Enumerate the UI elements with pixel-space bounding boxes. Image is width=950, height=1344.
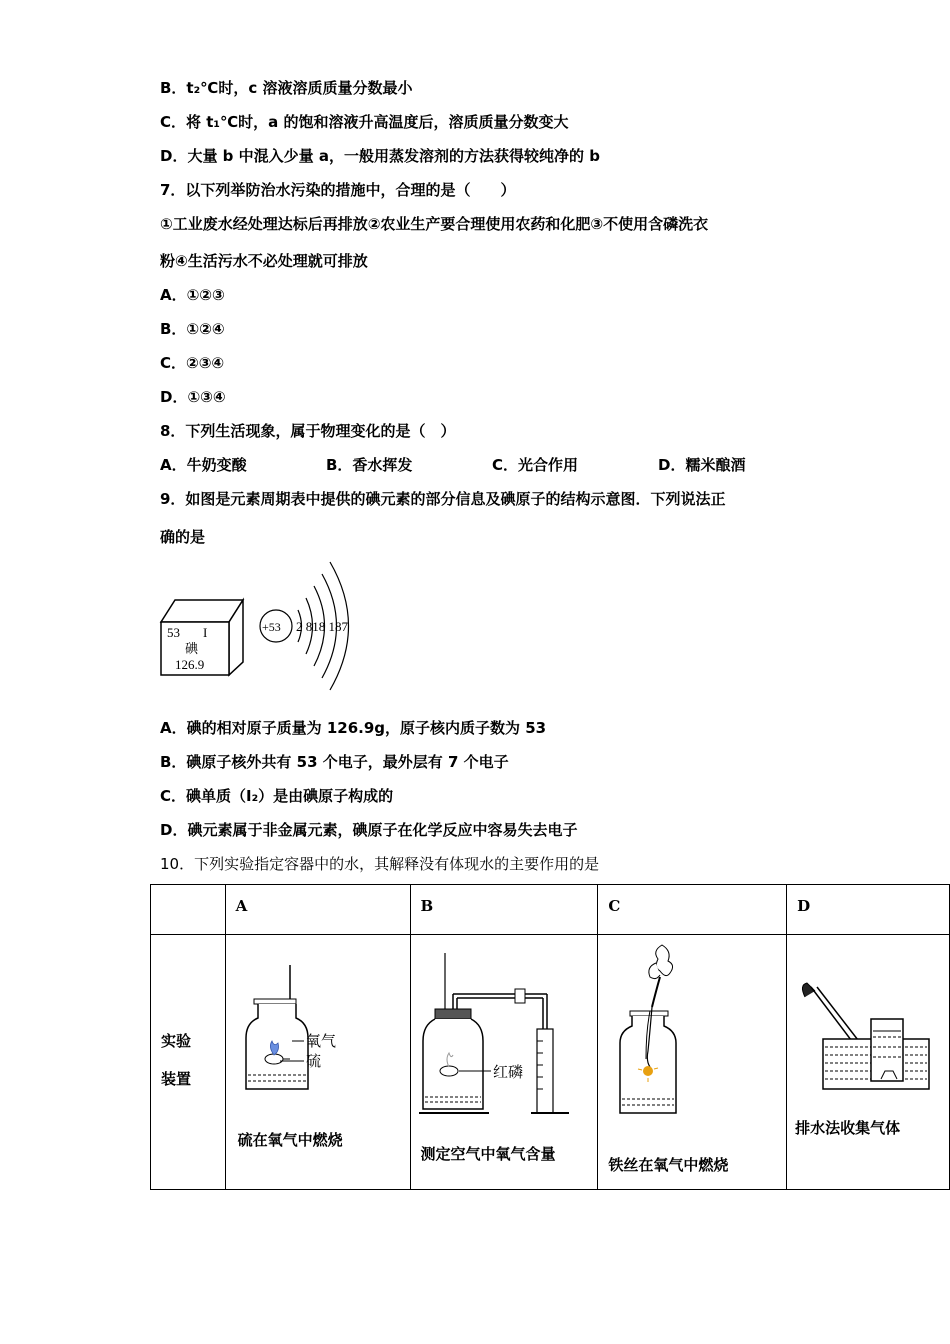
row-label-2: 装置 <box>161 1070 192 1088</box>
q8-option-d: D．糯米酿酒 <box>658 456 746 474</box>
q9-option-a: A．碘的相对原子质量为 126.9g，原子核内质子数为 53 <box>160 719 547 737</box>
element-mass: 126.9 <box>175 657 205 672</box>
row-label-1: 实验 <box>161 1032 192 1050</box>
q6-option-d: D．大量 b 中混入少量 a，一般用蒸发溶剂的方法获得较纯净的 b <box>160 147 600 165</box>
element-number: 53 <box>167 625 180 640</box>
label-oxygen: 氧气 <box>305 1032 336 1050</box>
q7-option-d: D．①③④ <box>160 388 226 406</box>
water-displacement-figure <box>793 981 943 1096</box>
q7-option-c: C．②③④ <box>160 354 225 372</box>
element-symbol: I <box>203 625 208 640</box>
caption-a: 硫在氧气中燃烧 <box>237 1131 343 1149</box>
caption-d: 排水法收集气体 <box>795 1119 901 1137</box>
q7-desc-2: 粉④生活污水不必处理就可排放 <box>160 252 368 270</box>
header-b: B <box>410 885 598 935</box>
caption-c: 铁丝在氧气中燃烧 <box>608 1156 729 1174</box>
header-c: C <box>598 885 787 935</box>
q8-options <box>160 455 745 475</box>
q8-option-b: B．香水挥发 <box>326 456 413 474</box>
q8-option-a: A．牛奶变酸 <box>160 456 247 474</box>
q7-stem: 7．以下列举防治水污染的措施中，合理的是（ ） <box>160 181 516 199</box>
header-d: D <box>787 885 950 935</box>
element-name: 碘 <box>185 642 199 657</box>
q6-option-c: C．将 t₁℃时，a 的饱和溶液升高温度后，溶质质量分数变大 <box>160 113 569 131</box>
caption-b: 测定空气中氧气含量 <box>420 1145 556 1163</box>
cell-b <box>410 935 598 1190</box>
label-red-phosphorus: 红磷 <box>492 1063 523 1081</box>
q7-option-a: A．①②③ <box>160 286 225 304</box>
iodine-figure <box>155 552 385 697</box>
cell-a <box>225 935 410 1190</box>
atom-shells: 2 818 187 <box>296 619 348 634</box>
q10-stem: 10．下列实验指定容器中的水，其解释没有体现水的主要作用的是 <box>160 855 600 873</box>
header-blank <box>151 885 226 935</box>
label-sulfur: 硫 <box>305 1052 321 1070</box>
q9-option-b: B．碘原子核外共有 53 个电子，最外层有 7 个电子 <box>160 753 509 771</box>
experiment-table <box>150 884 950 1190</box>
q8-option-c: C．光合作用 <box>492 456 579 474</box>
cell-c <box>598 935 787 1190</box>
q8-stem: 8．下列生活现象，属于物理变化的是（ ） <box>160 422 456 440</box>
q6-option-b: B．t₂℃时，c 溶液溶质质量分数最小 <box>160 79 413 97</box>
q9-stem-2: 确的是 <box>160 528 206 546</box>
sulfur-burning-figure <box>236 963 366 1098</box>
header-a: A <box>225 885 410 935</box>
q9-option-c: C．碘单质（I₂）是由碘原子构成的 <box>160 787 394 805</box>
q9-stem-1: 9．如图是元素周期表中提供的碘元素的部分信息及碘原子的结构示意图．下列说法正 <box>160 490 726 508</box>
cell-d <box>787 935 950 1190</box>
atom-nucleus: +53 <box>262 620 281 634</box>
q9-option-d: D．碘元素属于非金属元素，碘原子在化学反应中容易失去电子 <box>160 821 578 839</box>
q7-desc-1: ①工业废水经处理达标后再排放②农业生产要合理使用农药和化肥③不使用含磷洗衣 <box>160 215 709 233</box>
q7-option-b: B．①②④ <box>160 320 225 338</box>
oxygen-content-figure <box>419 949 589 1119</box>
iron-wire-figure <box>616 941 706 1121</box>
row-label-cell <box>151 935 226 1190</box>
